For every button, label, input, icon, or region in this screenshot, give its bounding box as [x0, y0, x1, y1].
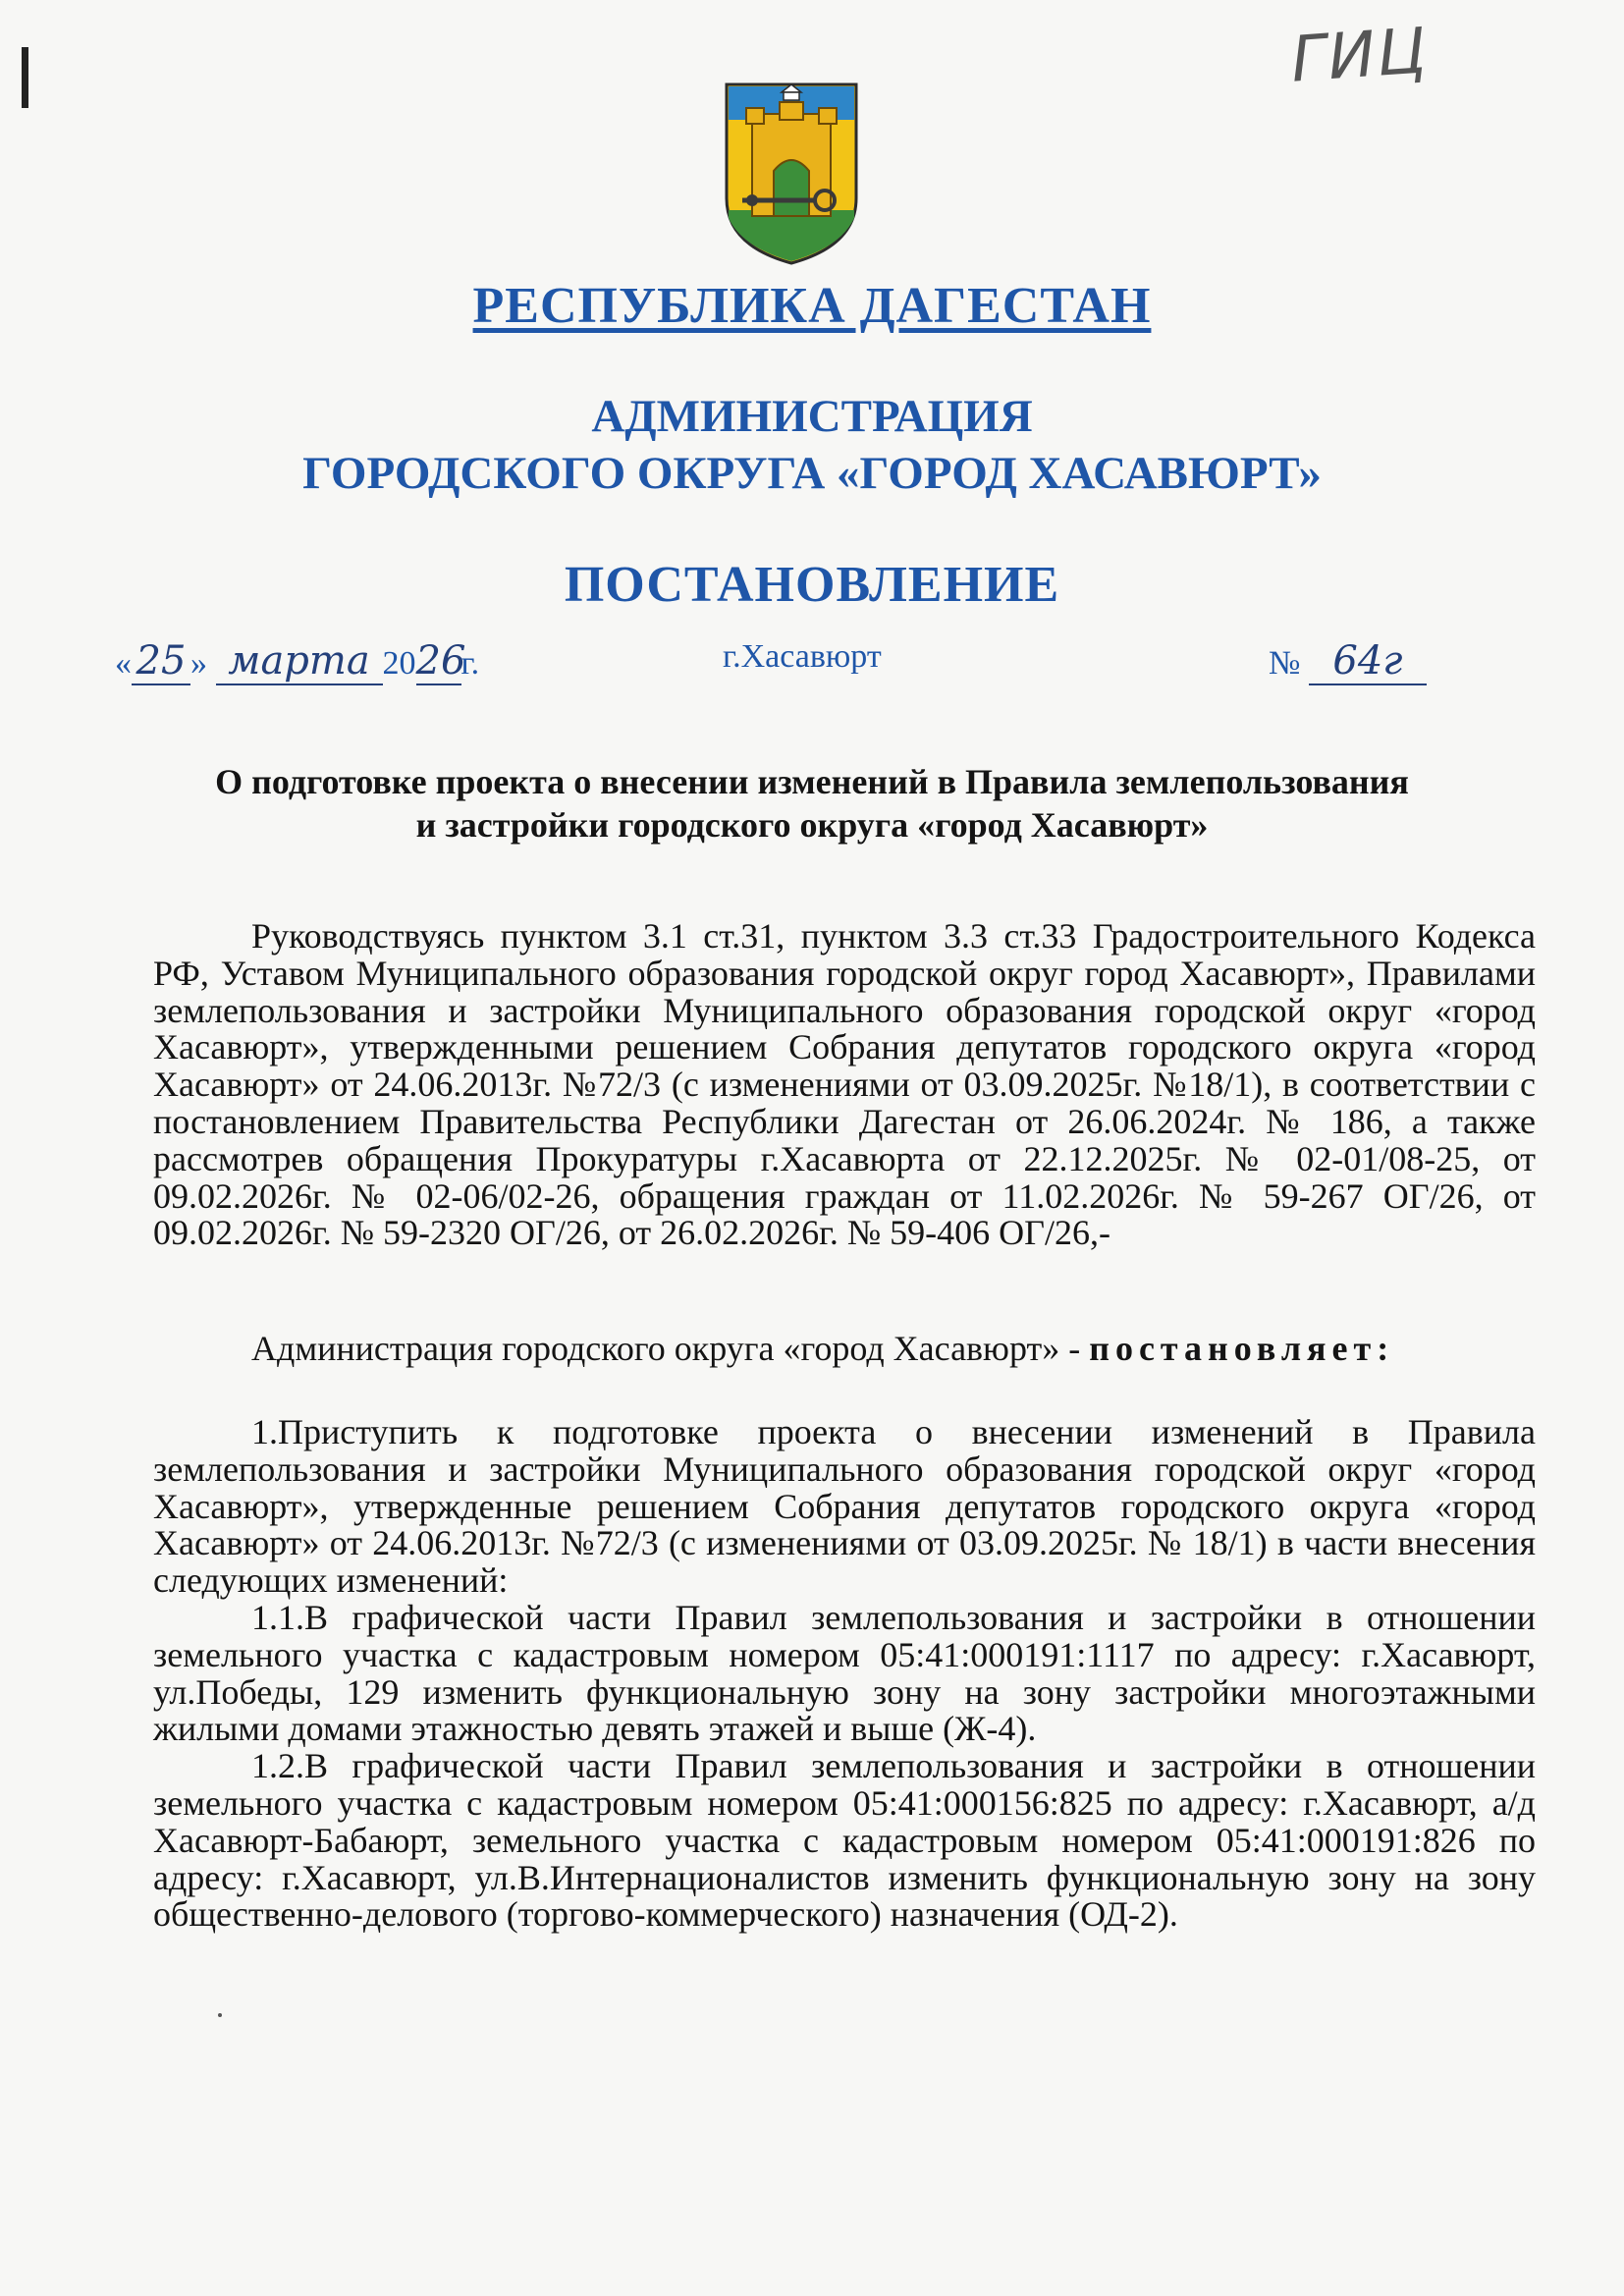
subject-line2: и застройки городского округа «город Хасавюрт» [415, 805, 1209, 845]
handwritten-code: ГИЦ [1288, 15, 1431, 97]
coat-of-arms-icon [723, 81, 860, 267]
resolves-verb: постановляет: [1089, 1329, 1395, 1368]
number-sign: № [1269, 645, 1301, 682]
document-subject [0, 760, 1624, 847]
republic-title: РЕСПУБЛИКА ДАГЕСТАН [472, 278, 1152, 334]
resolves-line [251, 1328, 1394, 1369]
date-day: 25 [132, 638, 190, 685]
document-city: г.Хасавюрт [723, 638, 882, 675]
date-year-prefix: 20 [382, 645, 416, 682]
resolves-prefix: Администрация городского округа «город Хасавюрт» - [251, 1329, 1090, 1368]
document-date [115, 638, 479, 687]
date-year-suffix: 26 [415, 638, 466, 683]
item-1-2: 1.2.В графической части Правил землепользования и застройки в отношении земельного участка с кадастровым номером 05:41:000156:825 по адресу: г.Хасавюрт, а/д Хасавюрт-Бабаюрт, земельного участка с кадастровым номером 05:41:000191:826 по адресу: г.Хасавюрт, ул.В.Интернационалистов изменить функциональную зону на зону общественно-делового (торгово-коммерческого) назначения (ОД-2). [153, 1746, 1536, 1935]
number-value: 64г [1309, 638, 1427, 685]
date-month: марта [216, 638, 383, 685]
administration-title-line1: АДМИНИСТРАЦИЯ [591, 391, 1033, 442]
date-open-quote: « [115, 645, 132, 682]
document-number [1269, 638, 1427, 687]
date-year-unit: г. [460, 645, 480, 682]
preamble-paragraph: Руководствуясь пунктом 3.1 ст.31, пунктом 3.3 ст.33 Градостроительного Кодекса РФ, Уставом Муниципального образования городской округ город Хасавюрт», Правилами землепользования и застройки Муниципального образования городской округ «город Хасавюрт», утвержденными решением Собрания депутатов городского округа «город Хасавюрт» от 24.06.2013г. №72/3 (с изменениями от 03.09.2025г. №18/1), в соответствии с постановлением Правительства Республики Дагестан от 26.06.2024г. № 186, а также рассмотрев обращения Прокуратуры г.Хасавюрта от 22.12.2025г. № 02-01/08-25, от 09.02.2026г. № 02-06/02-26, обращения граждан от 11.02.2026г. № 59-267 ОГ/26, от 09.02.2026г. № 59-2320 ОГ/26, от 26.02.2026г. № 59-406 ОГ/26,- [153, 916, 1536, 1253]
administration-title-line2: ГОРОДСКОГО ОКРУГА «ГОРОД ХАСАВЮРТ» [302, 448, 1322, 499]
item-1: 1.Приступить к подготовке проекта о внесении изменений в Правила землепользования и застройки Муниципального образования городской округ «город Хасавюрт», утвержденные решением Собрания депутатов городского округа «город Хасавюрт» от 24.06.2013г. №72/3 (с изменениями от 03.09.2025г. № 18/1) в части внесения следующих изменений: [153, 1412, 1536, 1601]
scan-speck [218, 2013, 222, 2017]
margin-mark [22, 47, 28, 108]
document-type-title: ПОСТАНОВЛЕНИЕ [564, 557, 1060, 613]
date-close-quote: » [190, 645, 207, 682]
item-1-1: 1.1.В графической части Правил землепользования и застройки в отношении земельного участка с кадастровым номером 05:41:000191:1117 по адресу: г.Хасавюрт, ул.Победы, 129 изменить функциональную зону на зону застройки многоэтажными жилыми домами этажностью девять этажей и выше (Ж-4). [153, 1597, 1536, 1749]
resolution-items [153, 1414, 1536, 1934]
preamble [153, 918, 1536, 1252]
subject-line1: О подготовке проекта о внесении изменений в Правила землепользования [215, 762, 1409, 801]
